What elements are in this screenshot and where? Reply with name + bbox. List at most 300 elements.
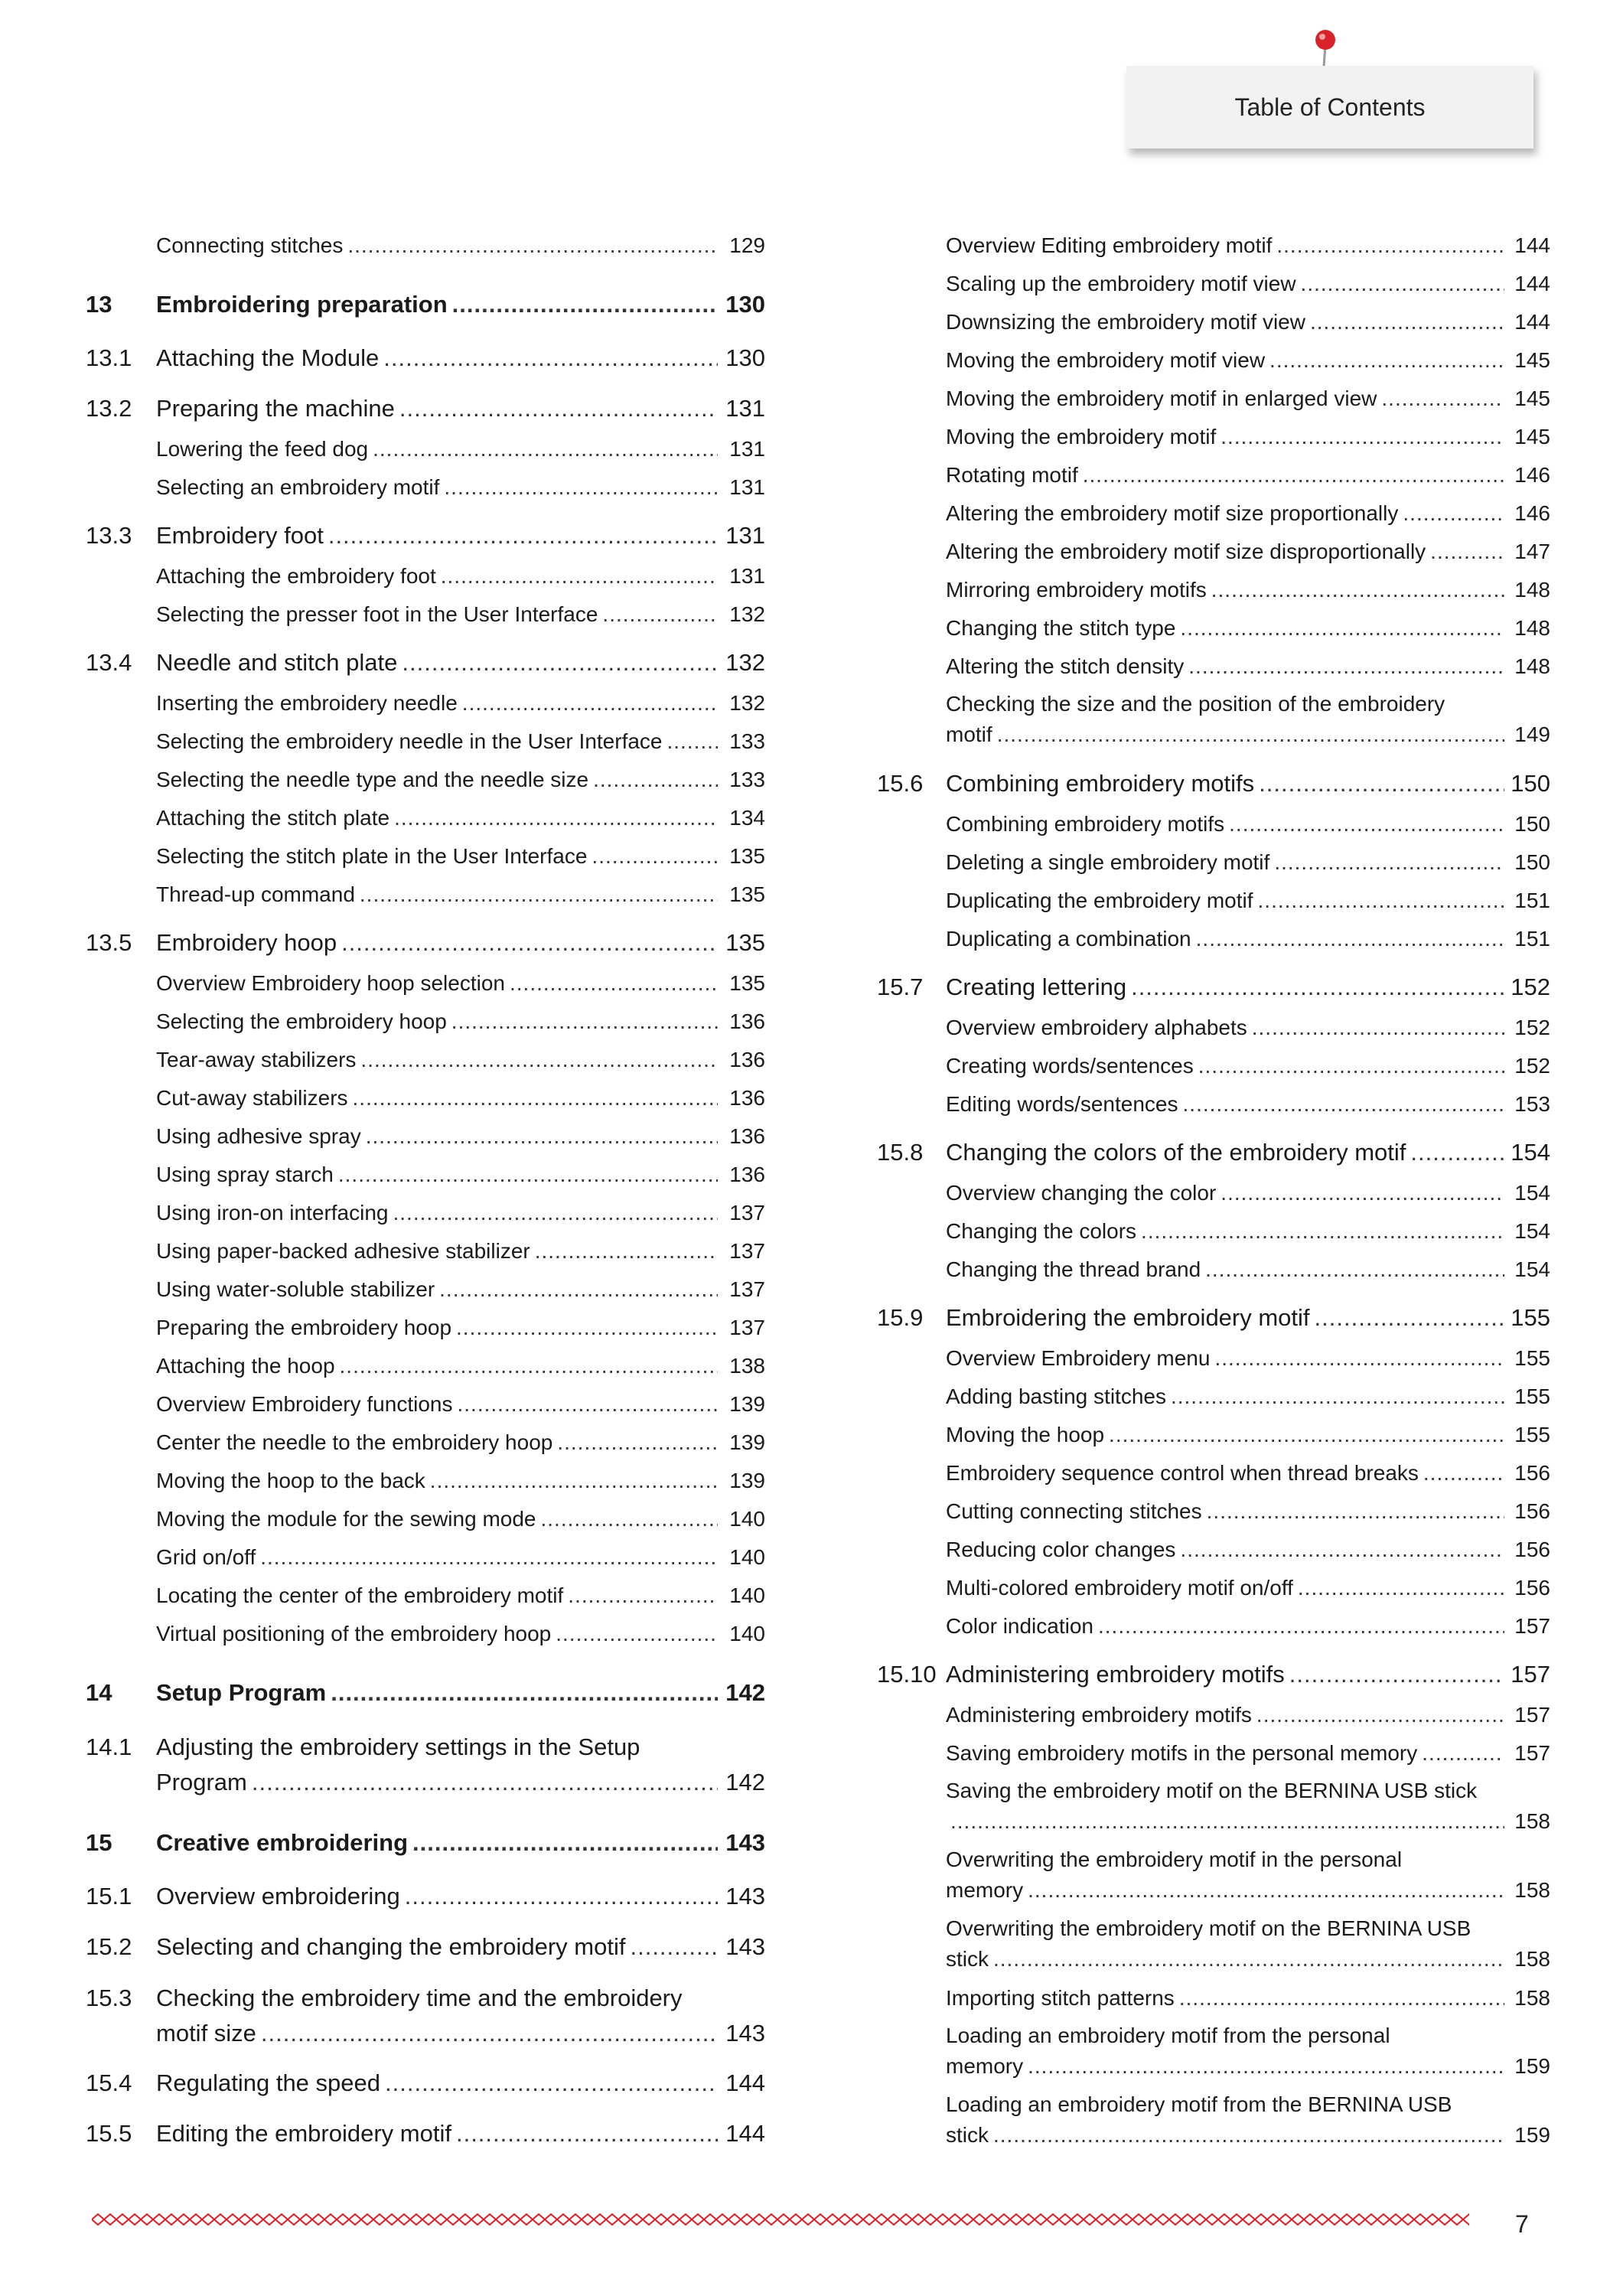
toc-page-number: 144	[1514, 310, 1550, 334]
dot-leader	[630, 1926, 718, 1968]
dot-leader	[1403, 494, 1504, 533]
toc-page-number: 144	[1514, 272, 1550, 295]
toc-title: Overwriting the embroidery motif in the personal	[946, 1848, 1403, 1871]
toc-text	[156, 227, 765, 265]
toc-entry[interactable]	[877, 843, 1550, 882]
toc-entry[interactable]	[877, 805, 1550, 843]
dot-leader	[667, 722, 719, 761]
toc-text	[156, 1926, 765, 1968]
toc-number: 15.9	[877, 1304, 924, 1331]
toc-entry[interactable]	[877, 1174, 1550, 1212]
toc-title: Embroidering preparation	[156, 291, 448, 318]
toc-title: Lowering the feed dog	[156, 437, 369, 461]
toc-title: Adjusting the embroidery settings in the Setup	[156, 1733, 640, 1760]
toc-title: Selecting the stitch plate in the User Interface	[156, 844, 588, 868]
toc-entry[interactable]	[877, 1492, 1550, 1531]
toc-text	[946, 341, 1550, 380]
toc-page-number: 144	[725, 2120, 765, 2147]
toc-text	[946, 1339, 1550, 1378]
toc-entry[interactable]	[877, 1047, 1550, 1085]
toc-entry[interactable]	[877, 647, 1550, 686]
toc-entry[interactable]	[877, 341, 1550, 380]
dot-leader	[1289, 1653, 1504, 1696]
toc-page-number: 131	[725, 395, 765, 422]
toc-page-number: 137	[729, 1239, 765, 1263]
tab-label: Table of Contents	[1126, 66, 1533, 148]
toc-title: Duplicating the embroidery motif	[946, 889, 1253, 912]
toc-entry[interactable]	[86, 1385, 765, 1424]
dot-leader	[383, 337, 718, 380]
toc-text	[946, 1378, 1550, 1416]
toc-number: 15.6	[877, 770, 924, 797]
toc-page-number: 139	[729, 1430, 765, 1454]
toc-title: Altering the embroidery motif size proportionally	[946, 501, 1399, 525]
toc-page-number: 137	[729, 1316, 765, 1339]
toc-entry[interactable]	[877, 2086, 1550, 2155]
toc-entry[interactable]	[86, 1003, 765, 1041]
toc-entry[interactable]	[877, 1339, 1550, 1378]
dot-leader	[997, 719, 1504, 750]
toc-title: Adding basting stitches	[946, 1384, 1166, 1408]
toc-page-number: 148	[1514, 616, 1550, 640]
toc-text	[946, 571, 1550, 609]
toc-text	[156, 337, 765, 380]
toc-title: Selecting and changing the embroidery motif	[156, 1933, 626, 1960]
toc-entry[interactable]	[877, 303, 1550, 341]
toc-number: 15.1	[86, 1883, 132, 1910]
toc-entry[interactable]	[86, 557, 765, 595]
dot-leader	[556, 1615, 718, 1653]
toc-page-number: 135	[725, 929, 765, 956]
toc-page-number: 136	[729, 1163, 765, 1186]
toc-title: Regulating the speed	[156, 2069, 381, 2096]
toc-text	[156, 1981, 765, 2051]
dot-leader	[1430, 533, 1504, 571]
toc-entry[interactable]	[86, 595, 765, 634]
toc-page-number: 151	[1514, 927, 1550, 951]
toc-entry[interactable]	[877, 571, 1550, 609]
toc-title-continuation: motif	[946, 722, 992, 746]
toc-title: Using adhesive spray	[156, 1124, 361, 1148]
toc-right-column	[877, 227, 1550, 2155]
toc-page-number: 155	[1511, 1304, 1550, 1331]
toc-page-number: 157	[1514, 1614, 1550, 1638]
toc-entry[interactable]	[86, 1577, 765, 1615]
decorative-stitch-line	[92, 2212, 1469, 2227]
dot-leader	[1180, 609, 1504, 647]
dot-leader	[462, 684, 718, 722]
toc-page-number: 138	[729, 1354, 765, 1378]
toc-text	[946, 1979, 1550, 2017]
toc-text	[156, 2112, 765, 2155]
toc-text	[946, 920, 1550, 958]
toc-page-number: 158	[1514, 1947, 1550, 1971]
toc-title: Administering embroidery motifs	[946, 1703, 1252, 1727]
toc-title: Combining embroidery motifs	[946, 770, 1255, 797]
toc-title: Color indication	[946, 1614, 1093, 1638]
dot-leader	[950, 1806, 1504, 1837]
toc-title: Embroidery sequence control when thread breaks	[946, 1461, 1419, 1485]
toc-title: Moving the hoop	[946, 1423, 1105, 1446]
toc-entry[interactable]	[877, 1085, 1550, 1124]
toc-entry[interactable]	[86, 876, 765, 914]
toc-text	[156, 1156, 765, 1194]
toc-page-number: 135	[729, 844, 765, 868]
toc-entry[interactable]	[86, 468, 765, 507]
toc-text	[946, 1085, 1550, 1124]
toc-chapter[interactable]	[86, 1818, 765, 1867]
toc-number: 13.5	[86, 929, 132, 956]
toc-entry[interactable]	[877, 920, 1550, 958]
toc-page-number: 153	[1514, 1092, 1550, 1116]
toc-text	[156, 1041, 765, 1079]
toc-number: 13.2	[86, 395, 132, 422]
toc-entry[interactable]	[86, 1232, 765, 1270]
toc-text	[156, 1003, 765, 1041]
toc-title: Using iron-on interfacing	[156, 1201, 389, 1225]
toc-entry[interactable]	[86, 430, 765, 468]
toc-text	[156, 1538, 765, 1577]
toc-number: 15.5	[86, 2120, 132, 2147]
toc-number: 15.4	[86, 2069, 132, 2096]
toc-title: Selecting the embroidery needle in the User Interface	[156, 729, 663, 753]
toc-page-number: 140	[729, 1545, 765, 1569]
toc-entry[interactable]	[877, 1378, 1550, 1416]
toc-title-continuation: Program	[156, 1769, 247, 1795]
toc-text	[156, 1270, 765, 1309]
toc-entry[interactable]	[86, 722, 765, 761]
toc-text	[156, 1194, 765, 1232]
toc-entry[interactable]	[877, 1454, 1550, 1492]
toc-title: Mirroring embroidery motifs	[946, 578, 1207, 602]
toc-section[interactable]	[877, 966, 1550, 1009]
toc-entry[interactable]	[877, 1841, 1550, 1910]
dot-leader	[331, 1668, 718, 1717]
toc-chapter[interactable]	[86, 1668, 765, 1717]
toc-text	[156, 876, 765, 914]
toc-text	[156, 799, 765, 837]
toc-title-continuation: stick	[946, 1947, 989, 1971]
toc-section[interactable]	[86, 1875, 765, 1918]
toc-title: Attaching the stitch plate	[156, 806, 390, 830]
toc-text	[156, 557, 765, 595]
toc-page-number: 156	[1514, 1538, 1550, 1561]
toc-entry[interactable]	[86, 964, 765, 1003]
toc-title: Overview Embroidery functions	[156, 1392, 453, 1416]
toc-title: Altering the embroidery motif size disproportionally	[946, 540, 1426, 563]
toc-page-number: 146	[1514, 501, 1550, 525]
toc-page-number: 152	[1514, 1016, 1550, 1039]
dot-leader	[1198, 1047, 1504, 1085]
toc-entry[interactable]	[877, 1734, 1550, 1773]
toc-entry[interactable]	[86, 799, 765, 837]
toc-text	[946, 762, 1550, 805]
toc-page-number: 154	[1514, 1219, 1550, 1243]
toc-text	[946, 380, 1550, 418]
dot-leader	[1183, 1085, 1504, 1124]
toc-text	[946, 647, 1550, 686]
toc-entry[interactable]	[877, 1531, 1550, 1569]
dot-leader	[568, 1577, 718, 1615]
toc-title-continuation: memory	[946, 2054, 1024, 2078]
toc-entry[interactable]	[86, 1615, 765, 1653]
toc-entry[interactable]	[877, 1607, 1550, 1645]
toc-page-number: 150	[1514, 812, 1550, 836]
toc-title: Rotating motif	[946, 463, 1078, 487]
toc-title: Using water-soluble stabilizer	[156, 1277, 435, 1301]
toc-title: Cutting connecting stitches	[946, 1499, 1202, 1523]
toc-section[interactable]	[86, 2062, 765, 2105]
toc-entry[interactable]	[877, 1569, 1550, 1607]
dot-leader	[1179, 1979, 1504, 2017]
toc-entry[interactable]	[877, 380, 1550, 418]
toc-section[interactable]	[86, 2112, 765, 2155]
toc-entry[interactable]	[86, 1117, 765, 1156]
toc-text	[946, 1607, 1550, 1645]
toc-entry[interactable]	[877, 882, 1550, 920]
toc-section[interactable]	[86, 1976, 765, 2054]
toc-entry[interactable]	[877, 494, 1550, 533]
toc-page-number: 131	[729, 564, 765, 588]
toc-title: Virtual positioning of the embroidery hoop	[156, 1622, 552, 1645]
toc-entry[interactable]	[86, 1309, 765, 1347]
toc-text	[156, 641, 765, 684]
dot-leader	[1207, 1492, 1504, 1531]
toc-page-number: 133	[729, 729, 765, 753]
dot-leader	[360, 876, 718, 914]
toc-entry[interactable]	[877, 2017, 1550, 2086]
toc-entry[interactable]	[86, 684, 765, 722]
toc-section[interactable]	[877, 1653, 1550, 1696]
toc-section[interactable]	[86, 1725, 765, 1803]
toc-entry[interactable]	[86, 1538, 765, 1577]
toc-page-number: 156	[1514, 1499, 1550, 1523]
toc-entry[interactable]	[877, 1416, 1550, 1454]
toc-section[interactable]	[86, 514, 765, 557]
dot-leader	[1259, 762, 1504, 805]
toc-title-continuation: memory	[946, 1878, 1024, 1902]
toc-entry[interactable]	[877, 1212, 1550, 1251]
dot-leader	[592, 837, 718, 876]
toc-entry[interactable]	[86, 761, 765, 799]
toc-entry[interactable]	[86, 1500, 765, 1538]
toc-entry[interactable]	[86, 1079, 765, 1117]
toc-text	[156, 1668, 765, 1717]
toc-entry[interactable]	[86, 1270, 765, 1309]
dot-leader	[260, 1538, 718, 1577]
toc-text	[156, 2062, 765, 2105]
toc-text	[156, 1079, 765, 1117]
dot-leader	[1098, 1607, 1504, 1645]
toc-title: Selecting an embroidery motif	[156, 475, 440, 499]
dot-leader	[1256, 1696, 1504, 1734]
toc-text	[946, 1296, 1550, 1339]
dot-leader	[452, 280, 718, 329]
toc-text	[156, 1577, 765, 1615]
toc-text	[946, 1131, 1550, 1174]
toc-entry[interactable]	[877, 609, 1550, 647]
toc-page-number: 131	[729, 475, 765, 499]
toc-text	[946, 609, 1550, 647]
toc-page-number: 145	[1514, 425, 1550, 448]
toc-page-number: 148	[1514, 578, 1550, 602]
toc-entry[interactable]	[86, 1424, 765, 1462]
toc-title: Attaching the hoop	[156, 1354, 335, 1378]
dot-leader	[1221, 1174, 1504, 1212]
toc-page-number: 137	[729, 1201, 765, 1225]
toc-title: Setup Program	[156, 1679, 327, 1706]
toc-section[interactable]	[86, 1926, 765, 1968]
toc-page-number: 132	[729, 691, 765, 715]
toc-number: 13	[86, 291, 112, 318]
toc-page-number: 155	[1514, 1384, 1550, 1408]
toc-page-number: 145	[1514, 386, 1550, 410]
toc-page-number: 132	[729, 602, 765, 626]
toc-text	[946, 1844, 1550, 1906]
dot-leader	[602, 595, 718, 634]
toc-page-number: 142	[725, 1679, 765, 1706]
toc-title: Overview changing the color	[946, 1181, 1217, 1205]
toc-number: 14.1	[86, 1733, 132, 1760]
toc-text	[946, 1776, 1550, 1837]
toc-section[interactable]	[86, 337, 765, 380]
toc-page-number: 152	[1511, 974, 1550, 1000]
dot-leader	[1171, 1378, 1504, 1416]
toc-text	[946, 265, 1550, 303]
toc-title: Selecting the needle type and the needle size	[156, 768, 589, 791]
dot-leader	[1028, 1875, 1504, 1906]
toc-text	[156, 1117, 765, 1156]
toc-text	[156, 1309, 765, 1347]
toc-text	[946, 1174, 1550, 1212]
toc-title: Changing the colors	[946, 1219, 1137, 1243]
toc-entry[interactable]	[877, 1910, 1550, 1979]
dot-leader	[1301, 265, 1504, 303]
toc-page-number: 136	[729, 1124, 765, 1148]
toc-title: Moving the hoop to the back	[156, 1469, 425, 1492]
dot-leader	[1258, 882, 1504, 920]
toc-title: Altering the stitch density	[946, 654, 1185, 678]
toc-title: Multi-colored embroidery motif on/off	[946, 1576, 1293, 1600]
toc-entry[interactable]	[877, 1251, 1550, 1289]
dot-leader	[993, 1944, 1504, 1975]
toc-section[interactable]	[86, 921, 765, 964]
toc-entry[interactable]	[877, 1979, 1550, 2017]
dot-leader	[353, 1079, 718, 1117]
dot-leader	[1214, 1339, 1504, 1378]
toc-entry[interactable]	[86, 1462, 765, 1500]
dot-leader	[1315, 1296, 1504, 1339]
toc-title: Cut-away stabilizers	[156, 1086, 348, 1110]
dot-leader	[261, 2016, 718, 2051]
toc-text	[946, 533, 1550, 571]
table-of-contents-tab	[1126, 66, 1533, 148]
toc-text	[156, 837, 765, 876]
toc-page-number: 140	[729, 1583, 765, 1607]
toc-entry[interactable]	[877, 227, 1550, 265]
toc-title: Editing words/sentences	[946, 1092, 1178, 1116]
toc-text	[156, 1462, 765, 1500]
toc-page-number: 149	[1514, 722, 1550, 746]
toc-entry[interactable]	[877, 533, 1550, 571]
dot-leader	[347, 227, 718, 265]
toc-title: Overview embroidery alphabets	[946, 1016, 1247, 1039]
toc-entry[interactable]	[86, 227, 765, 265]
toc-title: Connecting stitches	[156, 233, 344, 257]
toc-title: Saving the embroidery motif on the BERNINA USB stick	[946, 1779, 1478, 1802]
toc-entry[interactable]	[877, 686, 1550, 755]
toc-entry[interactable]	[877, 1696, 1550, 1734]
toc-number: 15.3	[86, 1985, 132, 2011]
toc-title: Saving embroidery motifs in the personal memory	[946, 1741, 1418, 1765]
toc-title: Inserting the embroidery needle	[156, 691, 458, 715]
dot-leader	[451, 1003, 718, 1041]
toc-entry[interactable]	[86, 1347, 765, 1385]
toc-page-number: 157	[1514, 1741, 1550, 1765]
toc-text	[946, 1492, 1550, 1531]
toc-entry[interactable]	[877, 418, 1550, 456]
dot-leader	[439, 1270, 718, 1309]
toc-title: Embroidery hoop	[156, 929, 337, 956]
toc-section[interactable]	[86, 387, 765, 430]
toc-text	[156, 1730, 765, 1800]
toc-section[interactable]	[86, 641, 765, 684]
toc-title: Creating words/sentences	[946, 1054, 1194, 1078]
dot-leader	[341, 921, 718, 964]
toc-section[interactable]	[877, 1131, 1550, 1174]
dot-leader	[373, 430, 718, 468]
toc-entry[interactable]	[877, 1773, 1550, 1841]
toc-entry[interactable]	[86, 837, 765, 876]
dot-leader	[430, 1462, 718, 1500]
toc-page-number: 146	[1514, 463, 1550, 487]
toc-number: 13.4	[86, 649, 132, 676]
dot-leader	[1205, 1251, 1504, 1289]
toc-title: Preparing the embroidery hoop	[156, 1316, 452, 1339]
toc-section[interactable]	[877, 762, 1550, 805]
toc-entry[interactable]	[86, 1156, 765, 1194]
toc-page-number: 139	[729, 1392, 765, 1416]
toc-page-number: 159	[1514, 2123, 1550, 2147]
dot-leader	[393, 1194, 719, 1232]
toc-entry[interactable]	[86, 1041, 765, 1079]
toc-chapter[interactable]	[86, 280, 765, 329]
dot-leader	[402, 641, 718, 684]
dot-leader	[1229, 805, 1504, 843]
toc-text	[156, 1424, 765, 1462]
dot-leader	[399, 387, 718, 430]
toc-page-number: 135	[729, 882, 765, 906]
toc-entry[interactable]	[877, 1009, 1550, 1047]
dot-leader	[1188, 647, 1504, 686]
toc-title: Administering embroidery motifs	[946, 1661, 1285, 1688]
dot-leader	[1221, 418, 1504, 456]
toc-entry[interactable]	[877, 456, 1550, 494]
toc-entry[interactable]	[86, 1194, 765, 1232]
toc-title: Moving the embroidery motif	[946, 425, 1217, 448]
toc-page-number: 145	[1514, 348, 1550, 372]
dot-leader	[1423, 1454, 1504, 1492]
toc-title: Moving the module for the sewing mode	[156, 1507, 536, 1531]
dot-leader	[328, 514, 718, 557]
toc-page-number: 154	[1514, 1257, 1550, 1281]
toc-section[interactable]	[877, 1296, 1550, 1339]
toc-title: Preparing the machine	[156, 395, 395, 422]
toc-entry[interactable]	[877, 265, 1550, 303]
toc-title: Importing stitch patterns	[946, 1986, 1175, 2010]
toc-title: Editing the embroidery motif	[156, 2120, 451, 2147]
dot-leader	[366, 1117, 718, 1156]
